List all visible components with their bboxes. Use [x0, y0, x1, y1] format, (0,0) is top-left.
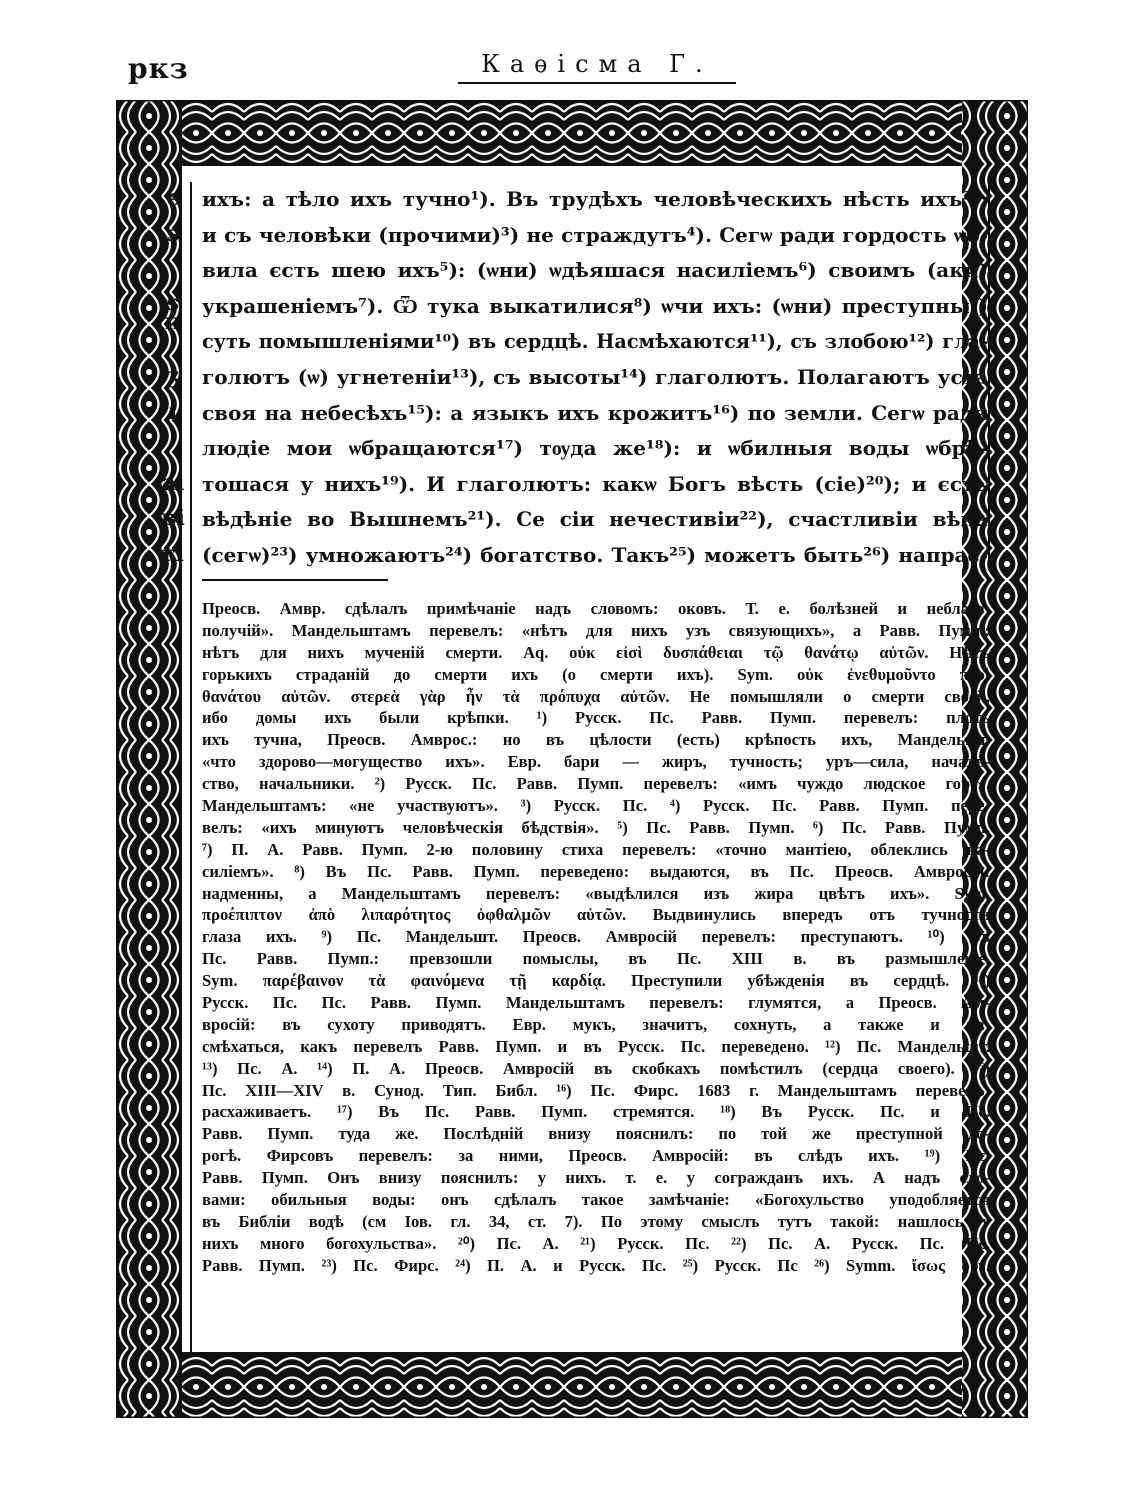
footnote-line: Sym. παρέβαινον τὰ φαινόμενα τῇ καρδίᾳ. Преступили убѣжденія въ сердцѣ. ¹¹): [202, 971, 990, 991]
footnote-line: нихъ много богохульства». ²⁰) Пс. А. ²¹) Русск. Пс. ²²) Пс. А. Русск. Пс. Пс.: [202, 1233, 990, 1253]
verse-number: і: [168, 398, 178, 425]
footnote-line: вами: обильныя воды: онъ сдѣлалъ такое замѣчаніе: «Богохульство уподобляется: [202, 1190, 990, 1210]
verse-number: ӡ: [166, 363, 180, 389]
psalm-line: вѣдѣніе во Вышнемъ²¹). Се сіи нечестивіи²²), счастливіи вѣка: [202, 507, 988, 532]
psalm-line: суть помышленіями¹⁰) въ сердцѣ. Насмѣхаются¹¹), съ злобою¹²) гла-: [202, 330, 988, 354]
footnote-line: рогѣ. Фирсовъ перевелъ: за ними, Преосв. Амвросій: въ слѣдъ ихъ. ¹⁹) Пс.: [202, 1146, 990, 1166]
footnote-line: Русск. Пс. Пс. Равв. Пумп. Мандельштамъ перевелъ: глумятся, а Преосв. Ам-: [202, 993, 990, 1013]
running-header-title: Каѳісма Г.: [458, 50, 736, 84]
footnote-line: расхаживаетъ. ¹⁷) Въ Пс. Равв. Пумп. стремятся. ¹⁸) Въ Русск. Пс. и Пс.: [202, 1102, 990, 1122]
footnote-line: нѣтъ для нихъ мученій смерти. Aq. οὐκ εἰσὶ δυσπάθειαι τῷ θανάτῳ αὐτῶν. Нѣтъ: [202, 642, 990, 662]
footnote-line: надменны, а Мандельштамъ перевелъ: «выдѣлился изъ жира цвѣтъ ихъ». Sym.: [202, 883, 990, 903]
footnote-line: ство, начальники. ²) Русск. Пс. Равв. Пумп. перевелъ: «имъ чуждо людское горе».: [202, 774, 990, 794]
psalm-line: вила єсть шею ихъ⁵): (ѡни) ѡдѣяшася насиліемъ⁶) своимъ (аки): [202, 258, 988, 283]
verse-number: гі: [162, 541, 184, 567]
footnote-line: ⁷) П. А. Равв. Пумп. 2-ю половину стиха перевелъ: «точно мантіею, облеклись на-: [202, 839, 990, 859]
footnote-line: смѣхаться, какъ перевелъ Равв. Пумп. и въ Русск. Пс. переведено. ¹²) Пс. Мандельшт.: [202, 1036, 990, 1056]
footnote-line: въ Библіи водѣ (см Іов. гл. 34, ст. 7). По этому смыслъ тутъ такой: нашлось у: [202, 1211, 990, 1231]
psalm-line: и съ человѣки (прочими)³) не страждутъ⁴). Сегѡ ради гордость ѡб-: [202, 222, 988, 247]
footnote-line: Мандельштамъ: «не участвуютъ». ³) Русск. Пс. ⁴) Русск. Пс. Равв. Пумп. пере-: [202, 796, 990, 816]
footnote-line: получій». Мандельштамъ перевелъ: «нѣтъ для нихъ узъ связующихъ», а Равв. Пумп.:: [202, 620, 990, 640]
border-top: [116, 100, 1028, 166]
psalm-text: [202, 182, 988, 574]
psalm-line: украшеніемъ⁷). Ѿ тука выкатилися⁸) ѡчи ихъ: (ѡни) преступны⁹): [202, 293, 988, 318]
verse-number: аі: [161, 469, 185, 496]
footnote-line: Равв. Пумп. ²³) Пс. Фирс. ²⁴) П. А. и Русск. Пс. ²⁵) Русск. Пс ²⁶) Symm. ἴσως οὖν.: [202, 1255, 990, 1275]
verse-number: ѕ: [166, 220, 180, 247]
footnote-line: «что здорово—могущество ихъ». Евр. бари — жиръ, тучность; уръ—сила, началь-: [202, 752, 990, 772]
psalm-line: своя на небесѣхъ¹⁵): а языкъ ихъ крожитъ¹⁶) по земли. Сегѡ ради: [202, 400, 988, 425]
footnote-line: горькихъ страданій до смерти ихъ (о смерти ихъ). Sym. οὐκ ἐνεθυμοῦντο περὶ: [202, 664, 990, 684]
footnote-line: силіемъ». ⁸) Въ Пс. Равв. Пумп. переведено: выдаются, въ Пс. Преосв. Амвросія:: [202, 861, 990, 881]
psalm-line: ихъ: а тѣло ихъ тучно¹). Въ трудѣхъ человѣческихъ нѣсть ихъ²):: [202, 187, 988, 211]
text-right-rule: [988, 182, 990, 570]
footnote-line: Пс. XIII—XIV в. Сунод. Тип. Библ. ¹⁶) Пс. Фирс. 1683 г. Мандельштамъ перевелъ:: [202, 1080, 990, 1100]
footnote-line: велъ: «ихъ минуютъ человѣческія бѣдствія». ⁵) Пс. Равв. Пумп. ⁶) Пс. Равв. Пумп.: [202, 817, 990, 837]
footnote-line: προέπιπτον ἀπὸ λιπαρότητος ὀφθαλμῶν αὐτῶν. Выдвинулись впередъ отъ тучности: [202, 905, 990, 925]
footnote-line: Равв. Пумп. Онъ внизу пояснилъ: у нихъ. т. е. у согражданъ ихъ. А надъ сло-: [202, 1168, 990, 1188]
footnote-line: Пс. Равв. Пумп.: превзошли помыслы, въ Пс. XIII в. въ размышленіе.: [202, 949, 990, 969]
verse-number: и: [164, 308, 182, 335]
verse-number: є: [166, 185, 180, 211]
footnote-line: вросій: въ сухоту приводятъ. Евр. мукъ, значитъ, сохнуть, а также и на-: [202, 1014, 990, 1034]
page-content: [150, 170, 992, 1358]
border-bottom: [116, 1352, 1028, 1418]
verse-number: ві: [161, 505, 185, 532]
footnote-line: глаза ихъ. ⁹) Пс. Мандельшт. Преосв. Амвросій перевелъ: преступаютъ. ¹⁰) Въ: [202, 927, 990, 947]
margin-rule: [190, 182, 192, 1354]
page-number: ркз: [128, 52, 189, 85]
footnote-line: ибо домы ихъ были крѣпки. ¹) Русск. Пс. Равв. Пумп. перевелъ: плоть: [202, 708, 990, 728]
footnote-separator: [202, 579, 388, 581]
footnote-line: Преосв. Амвр. сдѣлалъ примѣчаніе надъ словомъ: оковъ. Т. е. болѣзней и неблаго-: [202, 599, 990, 618]
psalm-line: людіе мои ѡбращаются¹⁷) тѹда же¹⁸): и ѡбилныя воды ѡбрѣ-: [202, 436, 988, 461]
footnote-line: Равв. Пумп. туда же. Послѣдній внизу пояснилъ: по той же преступной до-: [202, 1124, 990, 1144]
footnotes: [202, 598, 990, 1277]
verse-number: ѕ: [166, 289, 180, 316]
footnote-line: ¹³) Пс. А. ¹⁴) П. А. Преосв. Амвросій въ скобкахъ помѣстилъ (сердца своего). ¹⁵): [202, 1058, 990, 1078]
psalm-line: тошася у нихъ¹⁹). И глаголютъ: какѡ Богъ вѣсть (сіе)²⁰); и єсть: [202, 471, 988, 496]
psalm-line: (сегѡ)²³) умножаютъ²⁴) богатство. Такъ²⁵) можетъ быть²⁶) напрас-: [202, 542, 988, 567]
footnote-line: θανάτου αὐτῶν. στερεὰ γὰρ ἦν τὰ πρόπυχα αὐτῶν. Не помышляли о смерти своей,: [202, 686, 990, 706]
psalm-line: голютъ (ѡ) угнетеніи¹³), съ высоты¹⁴) глаголютъ. Полагаютъ уста: [202, 364, 988, 389]
footnote-line: ихъ тучна, Преосв. Амврос.: но въ цѣлости (есть) крѣпость ихъ, Мандельшт.: [202, 730, 990, 750]
